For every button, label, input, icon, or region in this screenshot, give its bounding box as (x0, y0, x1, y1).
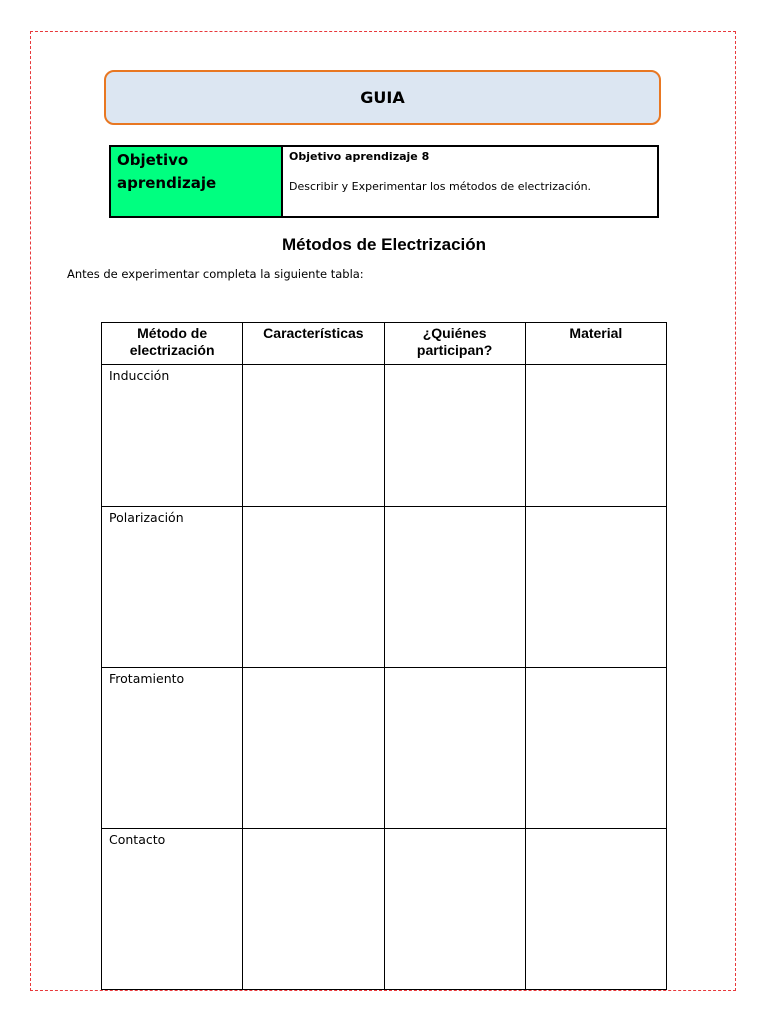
caracteristicas-cell[interactable] (243, 829, 384, 990)
method-cell: Polarización (102, 507, 243, 668)
participan-cell[interactable] (384, 365, 525, 507)
header-metodo: Método de electrización (102, 323, 243, 365)
material-cell[interactable] (525, 365, 666, 507)
guia-label: GUIA (360, 88, 405, 107)
methods-table (101, 322, 667, 990)
participan-cell[interactable] (384, 668, 525, 829)
table-header-row (102, 323, 667, 365)
table-row (102, 668, 667, 829)
table-row (102, 365, 667, 507)
method-cell: Inducción (102, 365, 243, 507)
caracteristicas-cell[interactable] (243, 365, 384, 507)
material-cell[interactable] (525, 668, 666, 829)
table-row (102, 507, 667, 668)
objective-description: Describir y Experimentar los métodos de electrización. (289, 180, 592, 193)
objective-title: Objetivo aprendizaje 8 (289, 150, 430, 163)
caracteristicas-cell[interactable] (243, 507, 384, 668)
material-cell[interactable] (525, 829, 666, 990)
participan-cell[interactable] (384, 507, 525, 668)
guia-header (104, 70, 661, 125)
instructions-text: Antes de experimentar completa la siguiente tabla: (67, 267, 364, 281)
header-participan: ¿Quiénes participan? (384, 323, 525, 365)
method-cell: Frotamiento (102, 668, 243, 829)
table-row (102, 829, 667, 990)
objective-table (109, 145, 659, 218)
header-caracteristicas: Características (243, 323, 384, 365)
objective-content (282, 146, 658, 217)
participan-cell[interactable] (384, 829, 525, 990)
method-cell: Contacto (102, 829, 243, 990)
material-cell[interactable] (525, 507, 666, 668)
caracteristicas-cell[interactable] (243, 668, 384, 829)
header-material: Material (525, 323, 666, 365)
section-title: Métodos de Electrización (281, 235, 487, 254)
objective-label: Objetivo aprendizaje (110, 146, 282, 217)
